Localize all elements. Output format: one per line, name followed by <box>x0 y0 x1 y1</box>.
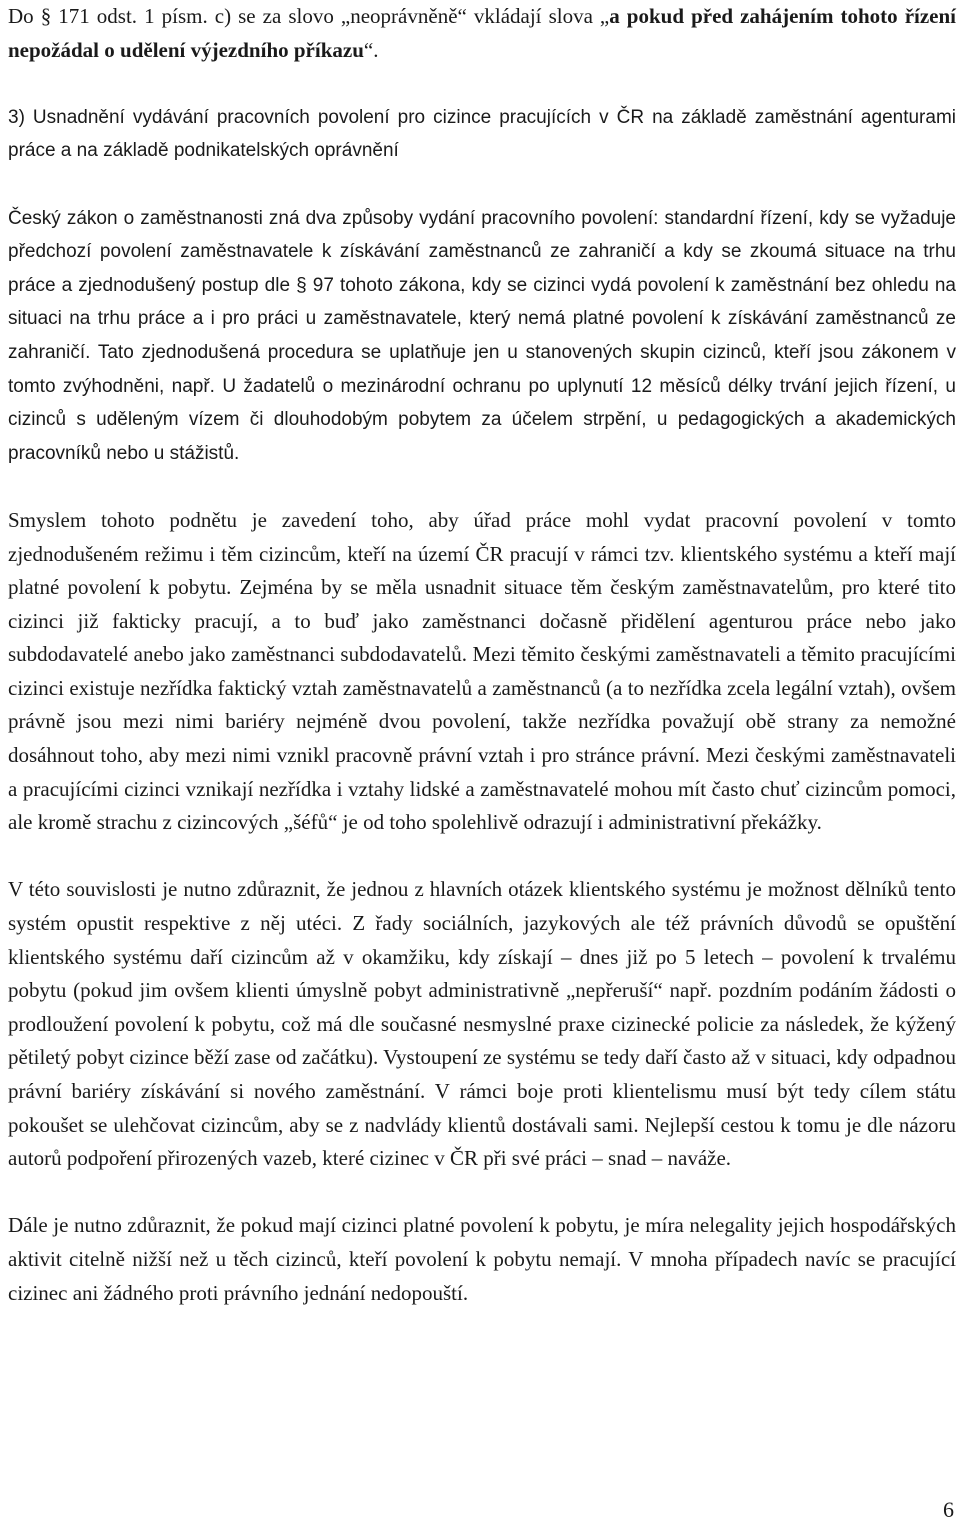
page-number: 6 <box>943 1497 954 1522</box>
spacer <box>8 470 956 504</box>
intro-text: Do § 171 odst. 1 písm. c) se za slovo „neoprávněně“ vkládají slova „ <box>8 4 610 28</box>
intro-suffix: “. <box>363 37 379 62</box>
spacer <box>8 840 956 874</box>
document-page <box>8 0 956 1310</box>
spacer <box>8 168 956 202</box>
body-paragraph-3: V této souvislosti je nutno zdůraznit, že jednou z hlavních otázek klientského systému je možnost dělníků tento systém opustit respektive z něj utéci. Z řady sociálních, jazykových ale též právních důvodů se opuštění klientského systému daří cizincům až v okamžiku, kdy získají – dnes již po 5 letech – povolení k trvalému pobytu (pokud jim ovšem klienti úmyslně pobyt administrativně „nepřeruší“ např. pozdním podáním žádosti o prodloužení povolení k pobytu, což má dle současné nesmyslné praxe cizinecké policie za následek, že kýžený pětiletý pobyt cizince běží zase od začátku). Vystoupení ze systému se tedy daří často až v situaci, kdy odpadnou právní bariéry získávání si nového zaměstnání. V rámci boje proti klientelismu musí být tedy cílem státu pokoušet se ulehčovat cizincům, aby se z nadvlády klientů dostávali sami. Nejlepší cestou k tomu je dle názoru autorů podpoření přirozených vazeb, které cizinec v ČR při své práci – snad – naváže. <box>8 877 956 1171</box>
body-paragraph-1: Český zákon o zaměstnanosti zná dva způsoby vydání pracovního povolení: standardní řízení, kdy se vyžaduje předchozí povolení zaměstnavatele k získávání zaměstnanců ze zahraničí a kdy se zkoumá situace na trhu práce a zjednodušený postup dle § 97 tohoto zákona, kdy se cizinci vydá povolení k zaměstnání bez ohledu na situaci na trhu práce a i pro práci u zaměstnavatele, který nemá platné povolení k získávání zaměstnanců ze zahraničí. Tato zjednodušená procedura se uplatňuje jen u stanovených skupin cizinců, kteří jsou zákonem v tomto zvýhodněni, např. U žadatelů o mezinárodní ochranu po uplynutí 12 měsíců délky trvání jejich řízení, u cizinců s uděleným vízem či dlouhodobým pobytem za účelem strpění, u pedagogických a akademických pracovníků nebo u stážistů. <box>8 207 956 464</box>
section-heading: 3) Usnadnění vydávání pracovních povolení pro cizince pracujících v ČR na základě zaměstnání agenturami práce a na základě podnikatelských oprávnění <box>8 106 956 162</box>
intro-bold-text: a pokud před zahájením tohoto řízení nepožádal o udělení výjezdního příkazu <box>8 4 957 62</box>
body-paragraph-4: Dále je nutno zdůraznit, že pokud mají cizinci platné povolení k pobytu, je míra nelegality jejich hospodářských aktivit citelně nižší než u těch cizinců, kteří povolení k pobytu nemají. V mnoha případech navíc se pracující cizinec ani žádného proti právního jednání nedopouští. <box>8 1213 956 1305</box>
spacer <box>8 1176 956 1210</box>
intro-paragraph <box>8 0 956 67</box>
spacer <box>8 67 956 101</box>
body-paragraph-2: Smyslem tohoto podnětu je zavedení toho, aby úřad práce mohl vydat pracovní povolení v tomto zjednodušeném režimu i těm cizincům, kteří na území ČR pracují v rámci tzv. klientského systému a kteří mají platné povolení k pobytu. Zejména by se měla usnadnit situace těm českým zaměstnavatelům, pro které tito cizinci již fakticky pracují, a to buď jako zaměstnanci dočasně přidělení agenturou práce nebo jako subdodavatelé anebo jako zaměstnanci subdodavatelů. Mezi těmito českými zaměstnavateli a těmito pracujícími cizinci existuje nezřídka faktický vztah zaměstnavatelů a zaměstnanců (a to nezřídka zcela legální vztah), ovšem právně jsou mezi nimi bariéry nejméně dvou povolení, takže nezřídka považují obě strany za nemožné dosáhnout toho, aby mezi nimi vznikl pracovně právní vztah i pro stránce právní. Mezi českými zaměstnavateli a pracujícími cizinci vznikají nezřídka i vztahy lidské a zaměstnavatelé mohou mít často chuť cizincům pomoci, ale kromě strachu z cizincových „šéfů“ je od toho spolehlivě odrazují i administrativní překážky. <box>8 507 956 835</box>
